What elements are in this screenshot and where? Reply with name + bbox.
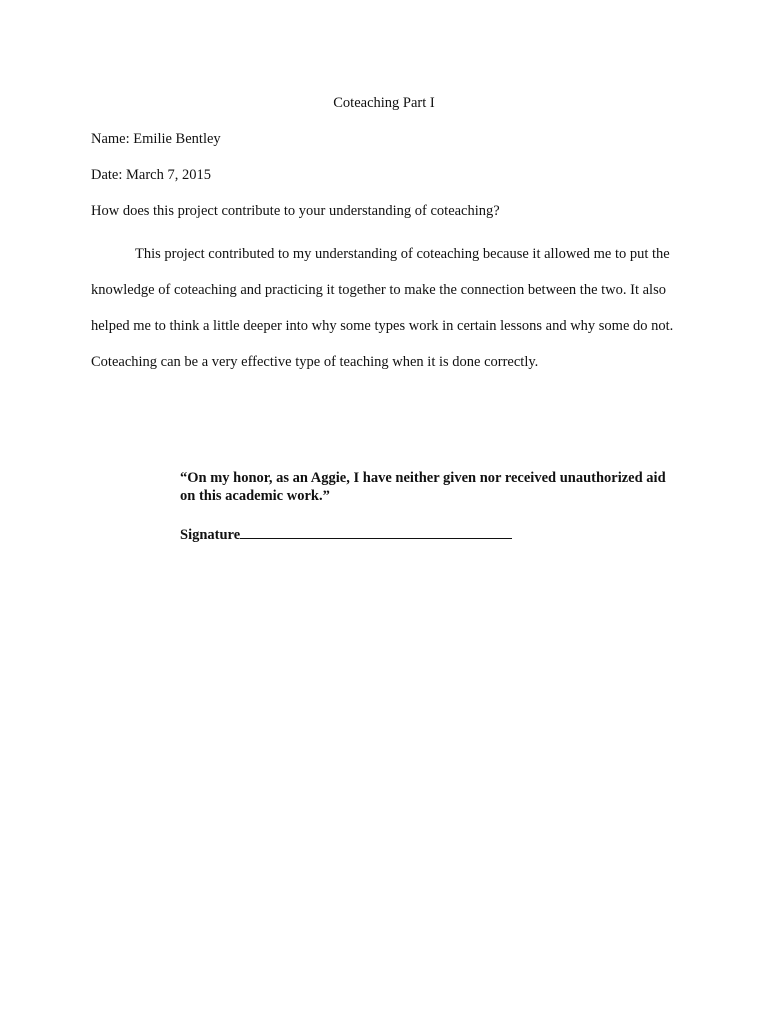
honor-pledge-text: “On my honor, as an Aggie, I have neither given nor received unauthorized aid on this academic work.” bbox=[180, 470, 666, 504]
date-line: Date: March 7, 2015 bbox=[91, 167, 211, 183]
honor-pledge bbox=[180, 469, 680, 505]
name-line: Name: Emilie Bentley bbox=[91, 131, 221, 147]
question-text: How does this project contribute to your understanding of coteaching? bbox=[91, 203, 500, 219]
document-title: Coteaching Part I bbox=[333, 95, 435, 111]
answer-paragraph: This project contributed to my understanding of coteaching because it allowed me to put the knowledge of coteaching and practicing it together to make the connection between the two. It also helped me to think a little deeper into why some types work in certain lessons and why some do not. Coteaching can be a very effective type of teaching when it is done correctly. bbox=[91, 246, 674, 370]
signature-label: Signature bbox=[180, 527, 241, 543]
answer-paragraph-block bbox=[91, 236, 679, 380]
signature-line bbox=[240, 523, 512, 539]
signature-row bbox=[180, 523, 512, 544]
